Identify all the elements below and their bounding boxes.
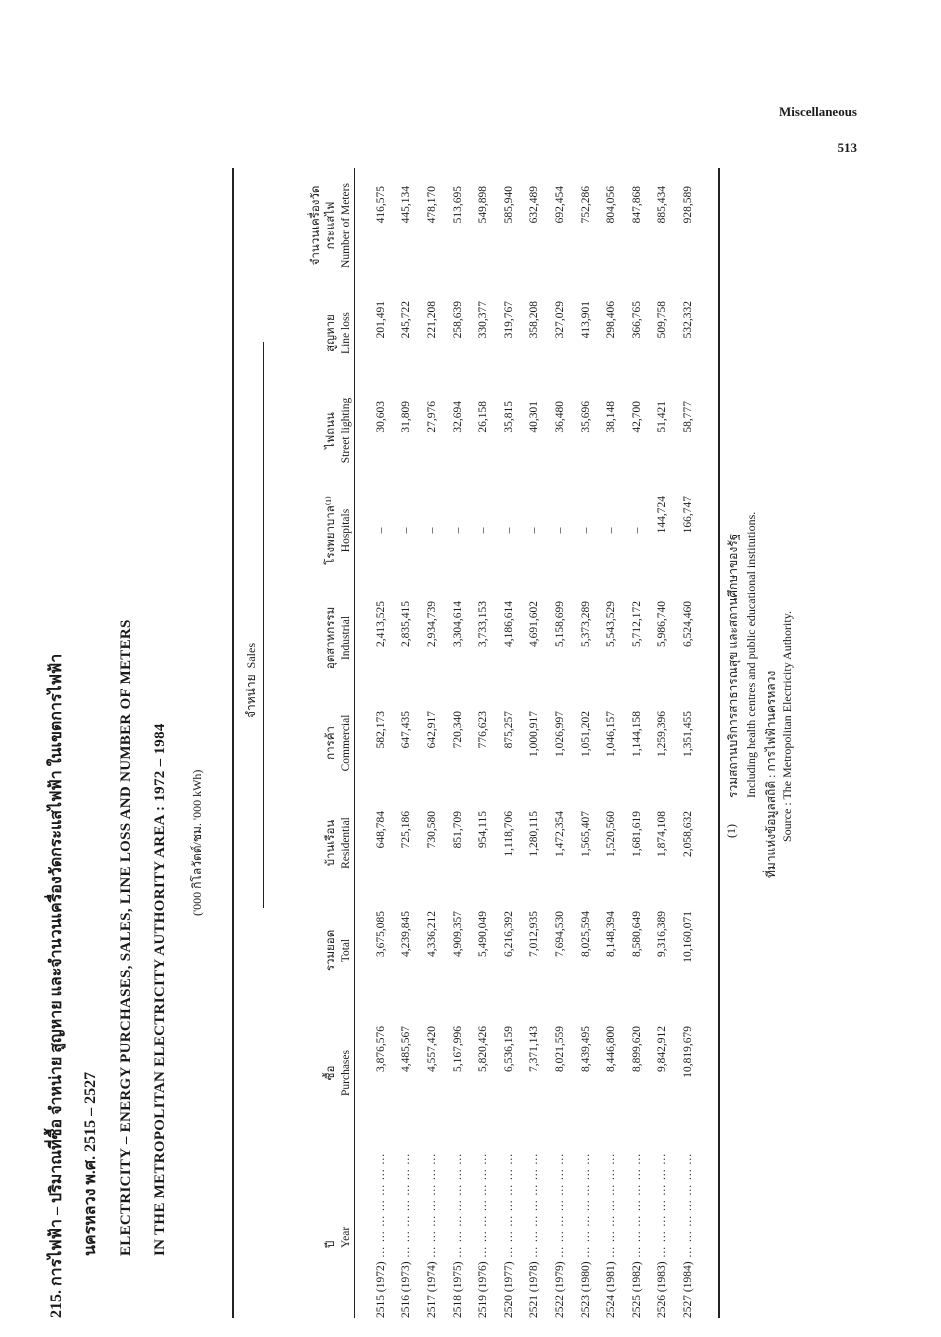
total-cell: 9,316,389	[656, 911, 669, 957]
industrial-cell: 5,986,740	[656, 601, 669, 647]
total-cell: 8,148,394	[605, 911, 618, 957]
footnote-english: Including health centres and public educational institutions.	[744, 511, 758, 798]
hospitals-cell: –	[605, 527, 618, 534]
hospitals-cell: 144,724	[656, 496, 669, 534]
year-label: 2516 (1973)	[400, 1261, 413, 1318]
loss-cell: 413,901	[579, 301, 592, 339]
table-row	[624, 168, 650, 1318]
sales-group-th: จำหน่าย	[244, 674, 258, 718]
title-thai-line2: นครหลวง พ.ศ. 2515 – 2527	[82, 1071, 99, 1256]
year-label: 2527 (1984)	[681, 1261, 694, 1318]
meters-cell: 928,589	[681, 186, 694, 224]
purchases-cell: 7,371,143	[528, 1026, 541, 1072]
hospitals-cell: –	[477, 527, 490, 534]
footnote-thai: รวมสถานบริการสาธารณสุข และสถานศึกษาของรัฐ	[726, 533, 740, 798]
sales-group-rule	[263, 342, 264, 908]
total-cell: 8,580,649	[630, 911, 643, 957]
year-label: 2526 (1983)	[656, 1261, 669, 1318]
loss-cell: 330,377	[477, 301, 490, 339]
hospitals-cell: –	[400, 527, 413, 534]
year-cell	[675, 1138, 701, 1318]
residential-cell: 730,580	[425, 811, 438, 849]
leader-dots: ... ... ... ... ... ... ...	[528, 1152, 541, 1258]
total-cell: 6,216,392	[502, 911, 515, 957]
table-row	[496, 168, 522, 1318]
year-cell	[394, 1138, 420, 1318]
leader-dots: ... ... ... ... ... ... ...	[630, 1152, 643, 1258]
commercial-cell: 1,000,917	[528, 711, 541, 757]
year-label: 2525 (1982)	[630, 1261, 643, 1318]
meters-cell: 692,454	[553, 186, 566, 224]
industrial-cell: 5,543,529	[605, 601, 618, 647]
street-cell: 30,603	[374, 401, 387, 433]
leader-dots: ... ... ... ... ... ... ...	[400, 1152, 413, 1258]
residential-cell: 1,118,706	[502, 811, 515, 857]
leader-dots: ... ... ... ... ... ... ...	[451, 1152, 464, 1258]
street-cell: 32,694	[451, 401, 464, 433]
commercial-cell: 1,026,997	[553, 711, 566, 757]
page-number: 513	[837, 140, 857, 155]
table-row	[547, 168, 573, 1318]
commercial-cell: 720,340	[451, 711, 464, 749]
industrial-cell: 4,186,614	[502, 601, 515, 647]
source-english: Source : The Metropolitan Electricity Authority.	[780, 611, 794, 842]
source-thai: ที่มาแห่งข้อมูลสถิติ : การไฟฟ้านครหลวง	[764, 670, 778, 878]
hospitals-cell: –	[579, 527, 592, 534]
year-label: 2515 (1972)	[374, 1261, 387, 1318]
street-cell: 36,480	[553, 401, 566, 433]
leader-dots: ... ... ... ... ... ... ...	[477, 1152, 490, 1258]
street-cell: 35,696	[579, 401, 592, 433]
table-row	[419, 168, 445, 1318]
purchases-cell: 5,820,426	[477, 1026, 490, 1072]
purchases-cell: 8,899,620	[630, 1026, 643, 1072]
total-cell: 8,025,594	[579, 911, 592, 957]
residential-cell: 1,874,108	[656, 811, 669, 857]
residential-cell: 648,784	[374, 811, 387, 849]
col-total: รวมยอด Total	[325, 929, 352, 972]
residential-cell: 1,472,354	[553, 811, 566, 857]
total-cell: 4,239,845	[400, 911, 413, 957]
street-cell: 38,148	[605, 401, 618, 433]
leader-dots: ... ... ... ... ... ... ...	[681, 1152, 694, 1258]
title-english-line1: ELECTRICITY – ENERGY PURCHASES, SALES, LINE LOSS AND NUMBER OF METERS	[118, 619, 134, 1256]
year-label: 2521 (1978)	[528, 1261, 541, 1318]
col-line-loss: สูญหาย Line loss	[325, 312, 352, 354]
header-row	[274, 168, 354, 1318]
total-cell: 10,160,071	[681, 911, 694, 963]
purchases-cell: 6,536,159	[502, 1026, 515, 1072]
industrial-cell: 6,524,460	[681, 601, 694, 647]
meters-cell: 513,695	[451, 186, 464, 224]
loss-cell: 532,332	[681, 301, 694, 339]
year-label: 2524 (1981)	[605, 1261, 618, 1318]
leader-dots: ... ... ... ... ... ... ...	[374, 1152, 387, 1258]
commercial-cell: 1,351,455	[681, 711, 694, 757]
meters-cell: 478,170	[425, 186, 438, 224]
purchases-cell: 4,557,420	[425, 1026, 438, 1072]
total-cell: 4,909,357	[451, 911, 464, 957]
table-row	[470, 168, 496, 1318]
col-meters: จำนวนเครื่องวัดกระแสไฟ Number of Meters	[310, 183, 352, 268]
street-cell: 35,815	[502, 401, 515, 433]
leader-dots: ... ... ... ... ... ... ...	[502, 1152, 515, 1258]
loss-cell: 221,208	[425, 301, 438, 339]
rotated-table-block	[38, 18, 798, 1318]
commercial-cell: 647,435	[400, 711, 413, 749]
industrial-cell: 3,733,153	[477, 601, 490, 647]
industrial-cell: 4,691,602	[528, 601, 541, 647]
residential-cell: 1,565,407	[579, 811, 592, 857]
col-industrial: อุตสาหกรรม Industrial	[325, 606, 352, 670]
leader-dots: ... ... ... ... ... ... ...	[425, 1152, 438, 1258]
title-thai-line1: 215. การไฟฟ้า – ปริมาณที่ซื้อ จำหน่าย สูญหาย และจำนวนเครื่องวัดกระแสไฟฟ้า ในเขตการไฟฟ้า	[48, 653, 65, 1318]
total-cell: 5,490,049	[477, 911, 490, 957]
commercial-cell: 582,173	[374, 711, 387, 749]
year-label: 2520 (1977)	[502, 1261, 515, 1318]
industrial-cell: 2,835,415	[400, 601, 413, 647]
commercial-cell: 1,259,396	[656, 711, 669, 757]
table-row	[650, 168, 676, 1318]
sales-group-header	[242, 643, 261, 718]
leader-dots: ... ... ... ... ... ... ...	[656, 1152, 669, 1258]
total-cell: 3,675,085	[374, 911, 387, 957]
table-row	[675, 168, 701, 1318]
col-commercial: การค้า Commercial	[325, 714, 352, 772]
hospitals-cell: –	[502, 527, 515, 534]
col-residential: บ้านเรือน Residential	[325, 817, 352, 869]
commercial-cell: 875,257	[502, 711, 515, 749]
street-cell: 42,700	[630, 401, 643, 433]
hospitals-cell: –	[630, 527, 643, 534]
year-label: 2517 (1974)	[425, 1261, 438, 1318]
industrial-cell: 3,304,614	[451, 601, 464, 647]
year-label: 2518 (1975)	[451, 1261, 464, 1318]
meters-cell: 585,940	[502, 186, 515, 224]
hospitals-cell: –	[451, 527, 464, 534]
loss-cell: 366,765	[630, 301, 643, 339]
col-street-lighting: ไฟถนน Street lighting	[325, 397, 352, 464]
street-cell: 26,158	[477, 401, 490, 433]
year-label: 2523 (1980)	[579, 1261, 592, 1318]
meters-cell: 885,434	[656, 186, 669, 224]
meters-cell: 549,898	[477, 186, 490, 224]
loss-cell: 327,029	[553, 301, 566, 339]
commercial-cell: 1,046,157	[605, 711, 618, 757]
residential-cell: 954,115	[477, 811, 490, 848]
hospitals-cell: –	[374, 527, 387, 534]
commercial-cell: 1,051,202	[579, 711, 592, 757]
street-cell: 27,976	[425, 401, 438, 433]
year-cell	[368, 1138, 394, 1318]
purchases-cell: 8,439,495	[579, 1026, 592, 1072]
street-cell: 51,421	[656, 401, 669, 433]
year-label: 2522 (1979)	[553, 1261, 566, 1318]
year-cell	[547, 1138, 573, 1318]
total-cell: 7,694,530	[553, 911, 566, 957]
industrial-cell: 5,373,289	[579, 601, 592, 647]
loss-cell: 358,208	[528, 301, 541, 339]
data-table	[274, 168, 701, 1318]
year-label: 2519 (1976)	[477, 1261, 490, 1318]
hospitals-cell: –	[553, 527, 566, 534]
table-row	[445, 168, 471, 1318]
hospitals-cell: –	[528, 527, 541, 534]
title-english-line2: IN THE METROPOLITAN ELECTRICITY AUTHORITY AREA : 1972 – 1984	[152, 723, 168, 1256]
year-cell	[573, 1138, 599, 1318]
street-cell: 40,301	[528, 401, 541, 433]
loss-cell: 319,767	[502, 301, 515, 339]
commercial-cell: 642,917	[425, 711, 438, 749]
leader-dots: ... ... ... ... ... ... ...	[605, 1152, 618, 1258]
residential-cell: 1,280,115	[528, 811, 541, 857]
table-row	[522, 168, 548, 1318]
industrial-cell: 5,712,172	[630, 601, 643, 647]
street-cell: 31,809	[400, 401, 413, 433]
footnote-marker: (1)	[724, 824, 738, 838]
meters-cell: 804,056	[605, 186, 618, 224]
loss-cell: 509,758	[656, 301, 669, 339]
col-purchases: ซื้อ Purchases	[325, 1050, 352, 1096]
year-cell	[522, 1138, 548, 1318]
leader-dots: ... ... ... ... ... ... ...	[579, 1152, 592, 1258]
meters-cell: 416,575	[374, 186, 387, 224]
loss-cell: 258,639	[451, 301, 464, 339]
industrial-cell: 5,158,699	[553, 601, 566, 647]
residential-cell: 2,058,632	[681, 811, 694, 857]
purchases-cell: 8,446,800	[605, 1026, 618, 1072]
year-cell	[470, 1138, 496, 1318]
year-cell	[445, 1138, 471, 1318]
hospitals-cell: 166,747	[681, 496, 694, 534]
table-top-rule	[232, 168, 234, 1318]
year-cell	[419, 1138, 445, 1318]
year-cell	[624, 1138, 650, 1318]
year-cell	[650, 1138, 676, 1318]
col-hospitals: โรงพยาบาล⁽¹⁾ Hospitals	[325, 496, 352, 565]
section-header: Miscellaneous	[779, 104, 857, 119]
loss-cell: 201,491	[374, 301, 387, 339]
sales-group-en: Sales	[244, 643, 258, 669]
purchases-cell: 10,819,679	[681, 1026, 694, 1078]
street-cell: 58,777	[681, 401, 694, 433]
meters-cell: 752,286	[579, 186, 592, 224]
leader-dots: ... ... ... ... ... ... ...	[553, 1152, 566, 1258]
meters-cell: 445,134	[400, 186, 413, 224]
loss-cell: 298,406	[605, 301, 618, 339]
purchases-cell: 5,167,996	[451, 1026, 464, 1072]
residential-cell: 851,709	[451, 811, 464, 849]
purchases-cell: 3,876,576	[374, 1026, 387, 1072]
industrial-cell: 2,413,525	[374, 601, 387, 647]
table-row	[598, 168, 624, 1318]
residential-cell: 1,681,619	[630, 811, 643, 857]
year-cell	[598, 1138, 624, 1318]
table-row	[368, 168, 394, 1318]
year-cell	[496, 1138, 522, 1318]
col-year: ปี Year	[325, 1226, 352, 1248]
meters-cell: 847,868	[630, 186, 643, 224]
purchases-cell: 9,842,912	[656, 1026, 669, 1072]
unit-label: ('000 กิโลวัตต์/ชม. '000 kWh)	[190, 769, 204, 916]
commercial-cell: 776,623	[477, 711, 490, 749]
residential-cell: 1,520,560	[605, 811, 618, 857]
total-cell: 4,336,212	[425, 911, 438, 957]
table-row	[573, 168, 599, 1318]
hospitals-cell: –	[425, 527, 438, 534]
purchases-cell: 4,485,567	[400, 1026, 413, 1072]
total-cell: 7,012,935	[528, 911, 541, 957]
meters-cell: 632,489	[528, 186, 541, 224]
residential-cell: 725,186	[400, 811, 413, 849]
table-row	[394, 168, 420, 1318]
commercial-cell: 1,144,158	[630, 711, 643, 757]
table-bottom-rule	[718, 168, 720, 1318]
industrial-cell: 2,934,739	[425, 601, 438, 647]
purchases-cell: 8,021,559	[553, 1026, 566, 1072]
loss-cell: 245,722	[400, 301, 413, 339]
